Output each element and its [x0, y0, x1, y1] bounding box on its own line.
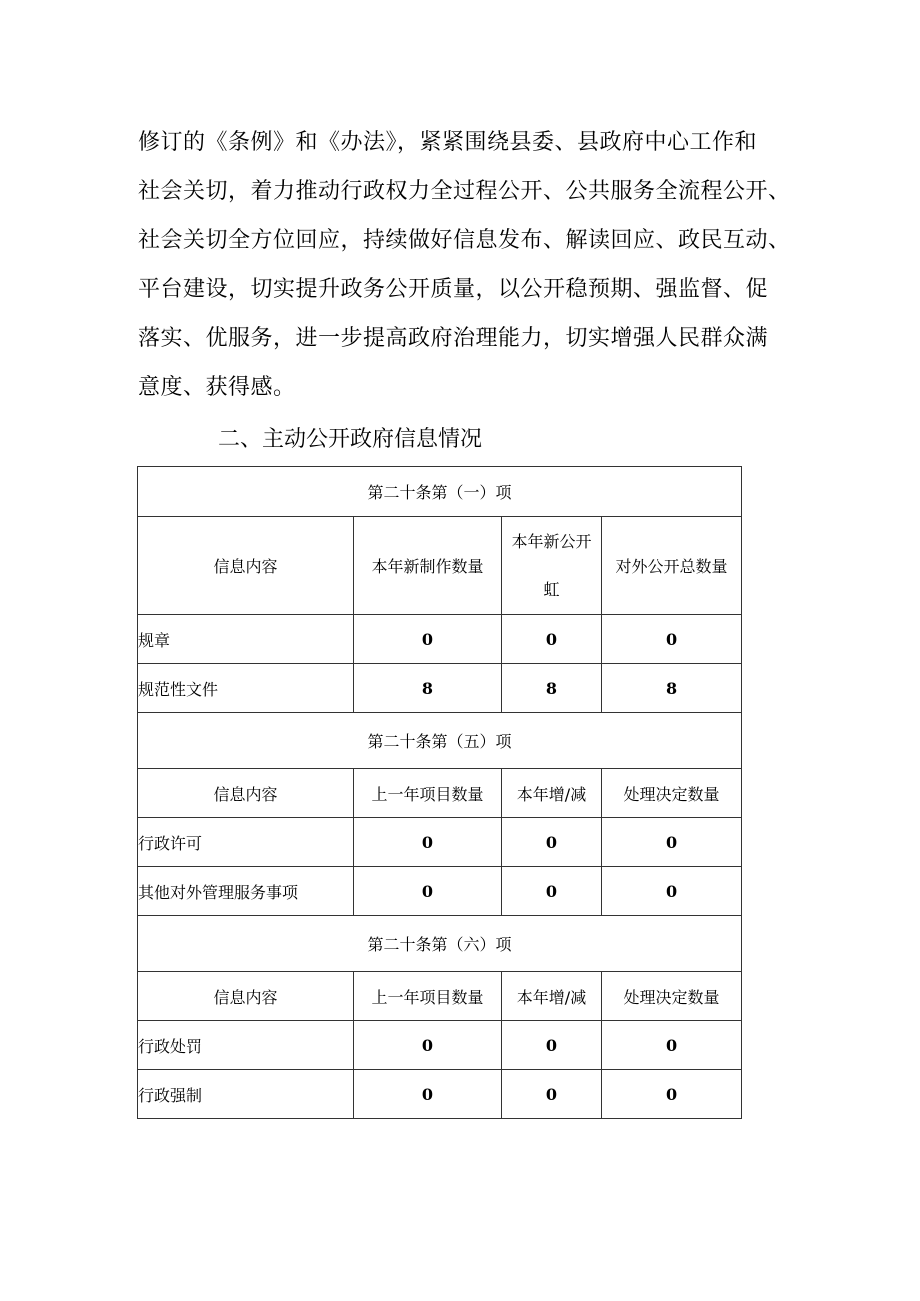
value-cell: 0	[502, 1070, 602, 1119]
header-year-change: 本年增/减	[502, 972, 602, 1021]
header-last-year-count: 上一年项目数量	[354, 972, 502, 1021]
value-cell: 0	[602, 615, 742, 664]
header-row	[138, 517, 742, 615]
paragraph-line: 平台建设，切实提升政务公开质量，以公开稳预期、强监督、促	[138, 277, 769, 302]
table-row	[138, 615, 742, 664]
header-new-published-line2: 虹	[543, 579, 560, 599]
paragraph-line: 落实、优服务，进一步提高政府治理能力，切实增强人民群众满	[138, 326, 769, 351]
section-title-row	[138, 916, 742, 972]
header-new-published	[502, 517, 602, 615]
row-label: 行政许可	[138, 818, 354, 867]
value-cell: 0	[602, 1070, 742, 1119]
paragraph-line: 修订的《条例》和《办法》，紧紧围绕县委、县政府中心工作和	[138, 130, 758, 155]
value-cell: 8	[502, 664, 602, 713]
table-row	[138, 664, 742, 713]
value-cell: 0	[354, 1021, 502, 1070]
row-label: 规章	[138, 615, 354, 664]
value-cell: 0	[602, 818, 742, 867]
header-new-made-count: 本年新制作数量	[354, 517, 502, 615]
value-cell: 0	[354, 1070, 502, 1119]
disclosure-table	[137, 466, 742, 1119]
section-title-row	[138, 467, 742, 517]
header-year-change: 本年增/减	[502, 769, 602, 818]
header-decision-count: 处理决定数量	[602, 972, 742, 1021]
header-new-published-line1: 本年新公开	[511, 531, 592, 551]
section-title: 第二十条第（六）项	[138, 916, 742, 972]
table-row	[138, 1021, 742, 1070]
header-row	[138, 972, 742, 1021]
section-heading: 二、主动公开政府信息情况	[218, 427, 483, 452]
value-cell: 0	[502, 1021, 602, 1070]
paragraph-line: 社会关切，着力推动行政权力全过程公开、公共服务全流程公开、	[138, 179, 791, 204]
body-paragraph	[138, 118, 818, 412]
value-cell: 0	[502, 867, 602, 916]
header-row	[138, 769, 742, 818]
paragraph-line: 意度、获得感。	[138, 375, 296, 400]
header-info-content: 信息内容	[138, 517, 354, 615]
row-label: 规范性文件	[138, 664, 354, 713]
header-total-published: 对外公开总数量	[602, 517, 742, 615]
value-cell: 8	[354, 664, 502, 713]
row-label: 行政强制	[138, 1070, 354, 1119]
table-row	[138, 1070, 742, 1119]
value-cell: 0	[602, 867, 742, 916]
value-cell: 0	[354, 867, 502, 916]
table-row	[138, 818, 742, 867]
value-cell: 8	[602, 664, 742, 713]
value-cell: 0	[354, 615, 502, 664]
value-cell: 0	[602, 1021, 742, 1070]
section-title: 第二十条第（五）项	[138, 713, 742, 769]
value-cell: 0	[502, 818, 602, 867]
value-cell: 0	[354, 818, 502, 867]
section-title: 第二十条第（一）项	[138, 467, 742, 517]
header-info-content: 信息内容	[138, 972, 354, 1021]
header-decision-count: 处理决定数量	[602, 769, 742, 818]
row-label: 其他对外管理服务事项	[138, 867, 354, 916]
row-label: 行政处罚	[138, 1021, 354, 1070]
header-info-content: 信息内容	[138, 769, 354, 818]
table-row	[138, 867, 742, 916]
section-title-row	[138, 713, 742, 769]
header-last-year-count: 上一年项目数量	[354, 769, 502, 818]
paragraph-line: 社会关切全方位回应，持续做好信息发布、解读回应、政民互动、	[138, 228, 791, 253]
value-cell: 0	[502, 615, 602, 664]
